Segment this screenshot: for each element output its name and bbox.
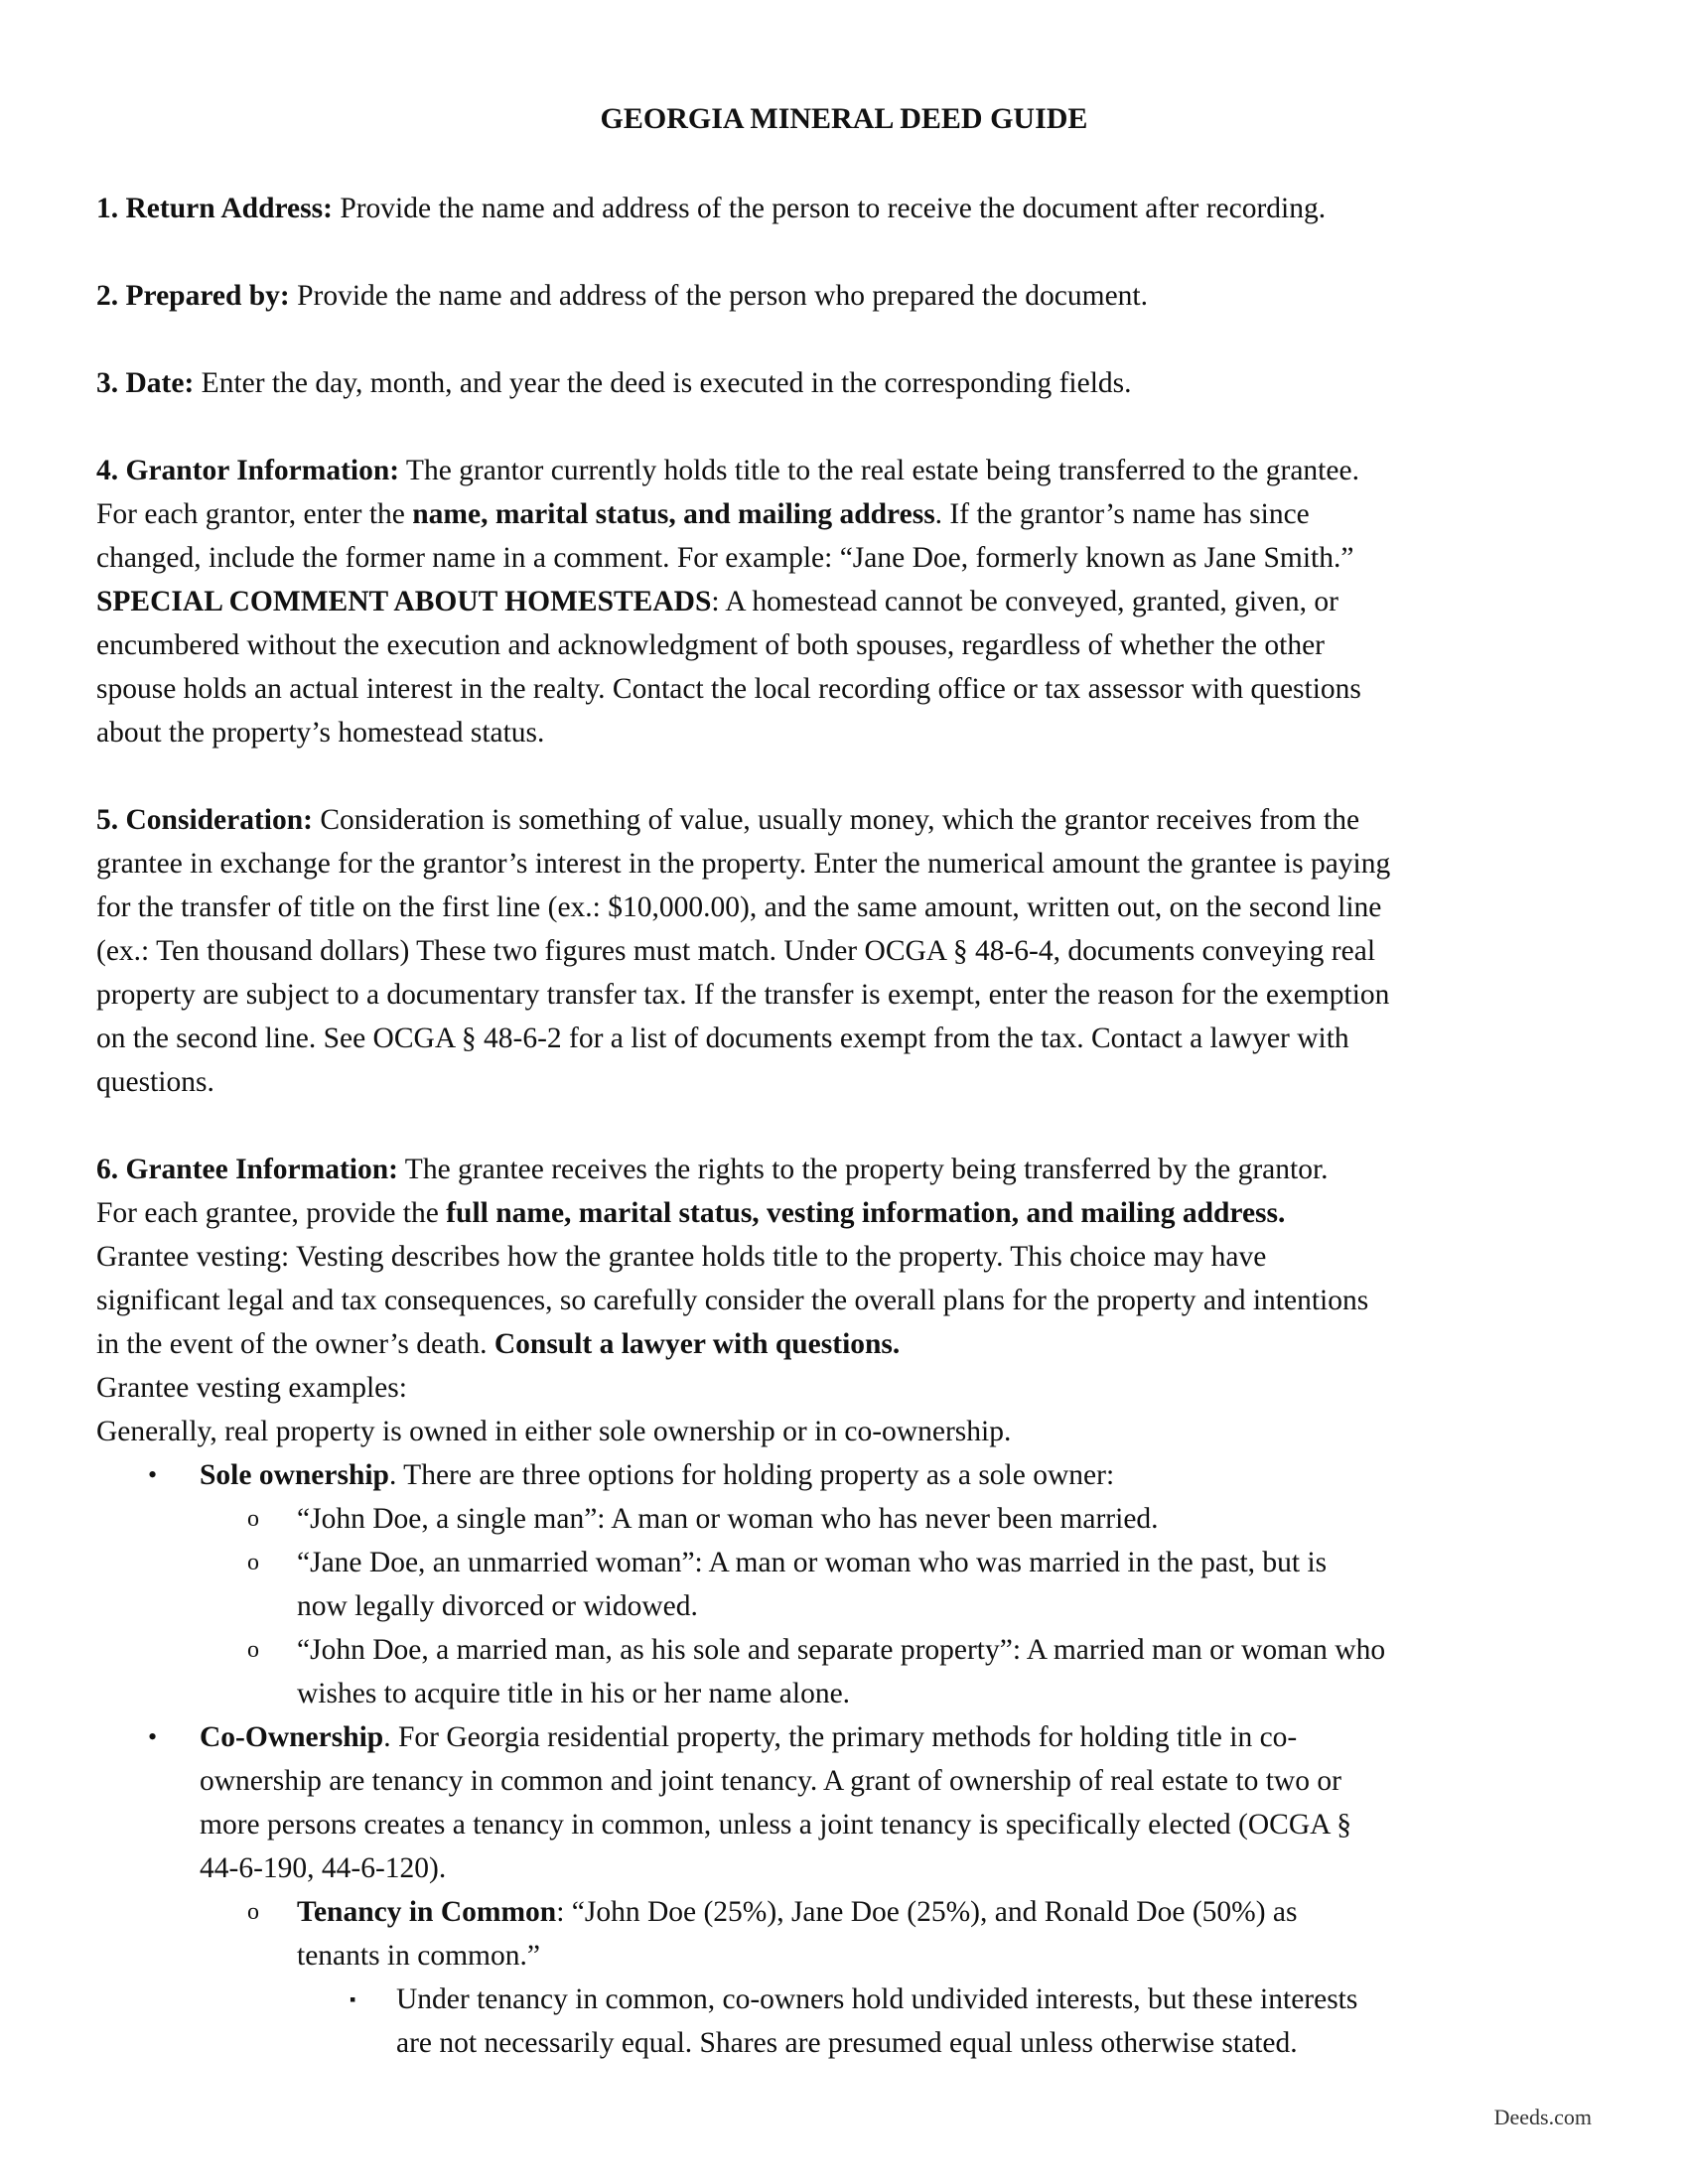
section-text: grantee in exchange for the grantor’s interest in the property. Enter the numerical amount the grantee is paying [96,848,1391,880]
section-text: Provide the name and address of the person to receive the document after recording. [332,193,1327,224]
list-item-continuation [96,1803,1586,1846]
section-text: . If the grantor’s name has since [934,498,1310,530]
list-item-text: . There are three options for holding property as a sole owner: [388,1459,1115,1491]
section-label: 3. Date: [96,367,195,399]
section-text: Consideration is something of value, usually money, which the grantor receives from the [312,804,1360,836]
sub-list-item-continuation [96,1584,1586,1628]
section-text: spouse holds an actual interest in the realty. Contact the local recording office or tax assessor with questions [96,673,1361,705]
list-item-text: : “John Doe (25%), Jane Doe (25%), and Ronald Doe (50%) as [556,1896,1298,1928]
list-item-text: . For Georgia residential property, the primary methods for holding title in co- [383,1721,1298,1753]
section-text: Enter the day, month, and year the deed is executed in the corresponding fields. [194,367,1132,399]
section-prepared-by [96,274,1586,318]
list-item-label: Tenancy in Common [297,1896,557,1928]
list-item-text: more persons creates a tenancy in common, unless a joint tenancy is specifically elected (OCGA § [200,1809,1351,1841]
bullet-icon: • [148,1460,158,1489]
sub-list-item [96,1541,1586,1584]
emphasis-text: Consult a lawyer with questions. [493,1328,901,1360]
homestead-heading: SPECIAL COMMENT ABOUT HOMESTEADS [96,586,712,617]
list-item-text: “John Doe, a married man, as his sole and separate property”: A married man or woman who [297,1634,1386,1666]
section-text: Grantee vesting examples: [96,1372,407,1404]
list-item-continuation [96,1759,1586,1803]
section-text: questions. [96,1066,214,1098]
section-text: For each grantor, enter the [96,498,413,530]
section-return-address [96,187,1586,230]
list-item-text: now legally divorced or widowed. [297,1590,698,1622]
section-label: 6. Grantee Information: [96,1154,398,1185]
section-grantor-information [96,449,1586,754]
sub-list-item [96,1628,1586,1672]
section-label: 1. Return Address: [96,193,333,224]
emphasis-text: name, marital status, and mailing address [412,498,935,530]
footer-brand: Deeds.com [1493,2105,1592,2129]
list-item-text: wishes to acquire title in his or her name alone. [297,1678,851,1709]
sub-list-item [96,1497,1586,1541]
sub-list-item-continuation [96,1672,1586,1715]
list-item-text: 44-6-190, 44-6-120). [200,1852,447,1884]
section-label: 4. Grantor Information: [96,455,400,486]
section-text: The grantor currently holds title to the real estate being transferred to the grantee. [399,455,1359,486]
list-item-text: “Jane Doe, an unmarried woman”: A man or woman who was married in the past, but is [297,1547,1328,1578]
section-label: 2. Prepared by: [96,280,290,312]
document-title: GEORGIA MINERAL DEED GUIDE [600,102,1088,135]
section-text: The grantee receives the rights to the property being transferred by the grantor. [397,1154,1329,1185]
sub-list-item-continuation [96,1934,1586,1978]
section-text: changed, include the former name in a comment. For example: “Jane Doe, formerly known as Jane Smith.” [96,542,1354,574]
square-bullet-icon: ▪ [350,1989,356,2009]
bullet-icon: • [148,1722,158,1751]
section-text: encumbered without the execution and acknowledgment of both spouses, regardless of whether the other [96,629,1325,661]
list-item-co-ownership [96,1715,1586,1759]
sub-list-item-tenancy-in-common [96,1890,1586,1934]
circle-bullet-icon: o [247,1899,259,1925]
section-label: 5. Consideration: [96,804,313,836]
section-text: about the property’s homestead status. [96,717,545,749]
list-item-label: Sole ownership [200,1459,389,1491]
section-consideration [96,798,1586,1104]
list-item-text: are not necessarily equal. Shares are presumed equal unless otherwise stated. [396,2027,1298,2059]
list-item-text: “John Doe, a single man”: A man or woman who has never been married. [297,1503,1159,1535]
section-date [96,361,1586,405]
list-item-text: tenants in common.” [297,1940,540,1972]
list-item-label: Co-Ownership [200,1721,384,1753]
circle-bullet-icon: o [247,1550,259,1575]
section-text: Grantee vesting: Vesting describes how the grantee holds title to the property. This choice may have [96,1241,1267,1273]
list-item-text: Under tenancy in common, co-owners hold undivided interests, but these interests [396,1983,1358,2015]
section-text: : A homestead cannot be conveyed, granted, given, or [711,586,1338,617]
list-item-continuation [96,1846,1586,1890]
section-text: (ex.: Ten thousand dollars) These two figures must match. Under OCGA § 48-6-4, documents conveying real [96,935,1376,967]
list-item-text: ownership are tenancy in common and joint tenancy. A grant of ownership of real estate to two or [200,1765,1341,1797]
document-body [96,187,1586,2065]
section-text: on the second line. See OCGA § 48-6-2 for a list of documents exempt from the tax. Contact a lawyer with [96,1023,1349,1054]
emphasis-text: full name, marital status, vesting information, and mailing address. [446,1197,1286,1229]
section-text: Generally, real property is owned in either sole ownership or in co-ownership. [96,1416,1012,1447]
sub-sub-list-item-continuation [96,2021,1586,2065]
section-text: property are subject to a documentary transfer tax. If the transfer is exempt, enter the reason for the exemption [96,979,1390,1011]
section-text: For each grantee, provide the [96,1197,447,1229]
section-text: Provide the name and address of the person who prepared the document. [289,280,1148,312]
list-item-sole-ownership [96,1453,1586,1497]
section-text: for the transfer of title on the first line (ex.: $10,000.00), and the same amount, written out, on the second line [96,891,1382,923]
section-text: in the event of the owner’s death. [96,1328,494,1360]
circle-bullet-icon: o [247,1637,259,1663]
section-grantee-information [96,1148,1586,2065]
sub-sub-list-item [96,1978,1586,2021]
circle-bullet-icon: o [247,1506,259,1532]
section-text: significant legal and tax consequences, so carefully consider the overall plans for the property and intentions [96,1285,1369,1316]
